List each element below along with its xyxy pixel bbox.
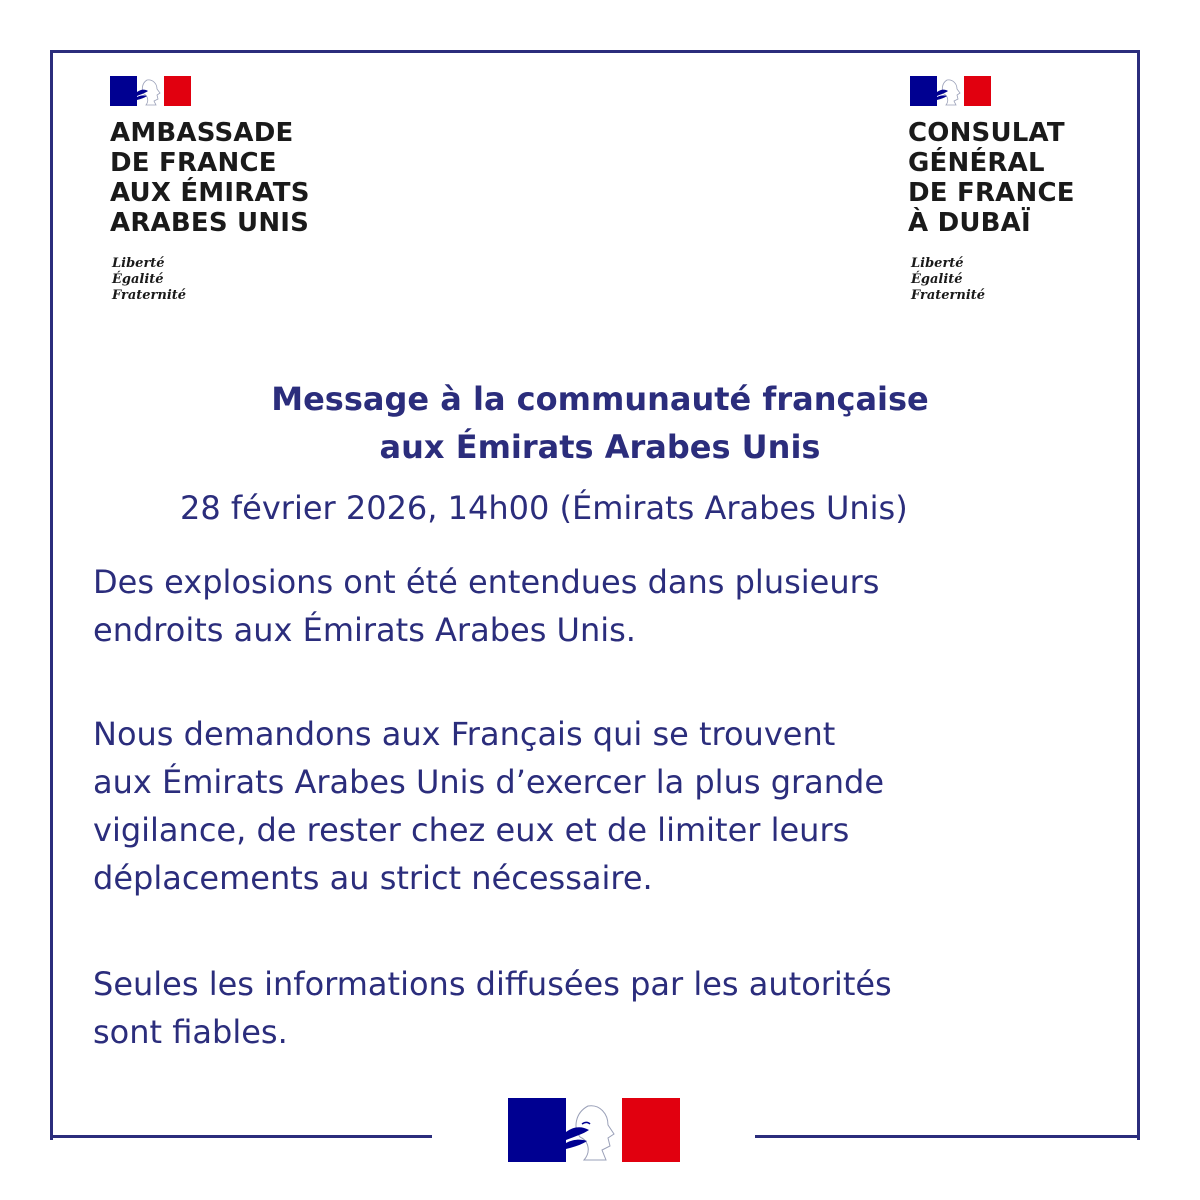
paragraph-line: Des explosions ont été entendues dans plusieurs [93, 563, 880, 601]
paragraph-line: sont fiables. [93, 1013, 288, 1051]
message-title-line: aux Émirats Arabes Unis [379, 428, 821, 466]
marianne-icon [910, 76, 991, 106]
motto-egalite: Égalité [112, 272, 164, 287]
left-institution-line: AUX ÉMIRATS [110, 178, 310, 208]
message-paragraph-2 [93, 710, 1133, 902]
paragraph-line: endroits aux Émirats Arabes Unis. [93, 611, 636, 649]
right-institution-name [908, 118, 1075, 238]
message-title [60, 375, 1140, 471]
right-institution-line: DE FRANCE [908, 178, 1075, 208]
paragraph-line: déplacements au strict nécessaire. [93, 859, 653, 897]
right-institution-line: À DUBAÏ [908, 208, 1031, 238]
frame-left [50, 50, 53, 1140]
left-institution-line: AMBASSADE [110, 118, 294, 148]
paragraph-line: Nous demandons aux Français qui se trouvent [93, 715, 836, 753]
frame-bottom-right [755, 1135, 1140, 1138]
motto-liberte: Liberté [112, 256, 165, 271]
motto-egalite: Égalité [911, 272, 963, 287]
right-institution-line: GÉNÉRAL [908, 148, 1045, 178]
motto-fraternite: Fraternité [911, 288, 986, 303]
message-title-line: Message à la communauté française [271, 380, 929, 418]
frame-bottom-left [50, 1135, 432, 1138]
motto-fraternite: Fraternité [112, 288, 187, 303]
left-institution-line: ARABES UNIS [110, 208, 310, 238]
message-dateline: 28 février 2026, 14h00 (Émirats Arabes Unis) [180, 489, 908, 527]
paragraph-line: Seules les informations diffusées par les autorités [93, 965, 892, 1003]
frame-right [1137, 50, 1140, 1140]
marianne-icon [508, 1098, 680, 1162]
marianne-icon [110, 76, 191, 106]
message-paragraph-3 [93, 960, 1133, 1056]
left-motto [112, 256, 186, 304]
message-paragraph-1 [93, 558, 1133, 654]
paragraph-line: vigilance, de rester chez eux et de limiter leurs [93, 811, 850, 849]
left-institution-name [110, 118, 310, 238]
motto-liberte: Liberté [911, 256, 964, 271]
left-institution-line: DE FRANCE [110, 148, 277, 178]
paragraph-line: aux Émirats Arabes Unis d’exercer la plus grande [93, 763, 885, 801]
right-institution-line: CONSULAT [908, 118, 1065, 148]
right-motto [911, 256, 985, 304]
frame-top [50, 50, 1140, 53]
